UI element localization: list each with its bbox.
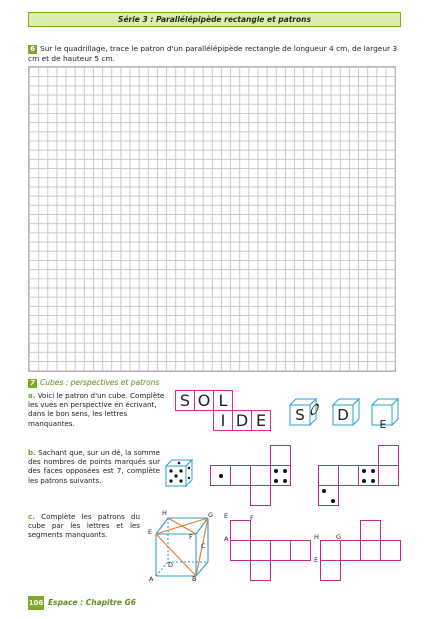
net2-point-h: H — [314, 533, 319, 541]
part-a-label: a. — [28, 391, 36, 400]
part-b-label: b. — [28, 448, 36, 457]
cube-letter-s: S — [295, 406, 305, 424]
net-letter: S — [179, 391, 191, 410]
die-net-2-face[interactable] — [358, 465, 379, 486]
net-face-i — [213, 410, 233, 431]
exercise-6-statement — [28, 44, 408, 64]
die-net-2-face[interactable] — [318, 465, 339, 486]
die-net-2-face[interactable] — [318, 485, 339, 506]
cube-net-2-face[interactable] — [320, 540, 341, 561]
die-net-1-face[interactable] — [250, 465, 271, 486]
point-g: G — [208, 511, 214, 519]
part-b-instruction: Sachant que, sur un dé, la somme des nombres de points marqués sur des faces opposées est 7, complète les patrons suivants. — [28, 448, 160, 485]
part-a-text — [28, 391, 168, 428]
point-b: B — [192, 575, 197, 583]
die-net-2-face[interactable] — [378, 465, 399, 486]
net-letter: D — [235, 411, 249, 430]
point-c: C — [201, 542, 206, 550]
net2-point-g: G — [336, 533, 342, 541]
cube-net-2-face[interactable] — [360, 540, 381, 561]
exercise-7-title-text: Cubes : perspectives et patrons — [40, 378, 160, 387]
net-face-o — [194, 390, 214, 411]
net-face-s — [175, 390, 195, 411]
exercise-6-text: Sur le quadrillage, trace le patron d'un parallélépipède rectangle de longueur 4 cm, de largeur 3 cm et de hauteur 5 cm. — [28, 44, 398, 63]
cube-letter-d: D — [337, 406, 349, 424]
part-c-label: c. — [28, 512, 35, 521]
part-a-instruction: Voici le patron d'un cube. Complète les vues en perspective en écrivant, dans le bon sens, les lettres manquantes. — [28, 391, 165, 428]
net-letter: O — [197, 391, 211, 410]
net1-point-f: F — [250, 514, 254, 522]
net-face-e — [251, 410, 271, 431]
point-a: A — [149, 575, 154, 583]
chapter-title: Espace : Chapitre G6 — [48, 598, 136, 607]
die-net-1-face[interactable] — [270, 445, 291, 466]
net1-point-e: E — [224, 512, 229, 520]
exercise-7-title — [28, 378, 159, 388]
net-letter: E — [255, 411, 267, 430]
drawing-grid[interactable] — [28, 66, 396, 372]
die-net-1-face[interactable] — [270, 465, 291, 486]
die-net-2-face[interactable] — [378, 445, 399, 466]
point-d: D — [168, 561, 174, 569]
exercise-number-6: 6 — [28, 45, 37, 54]
net-face-d — [232, 410, 252, 431]
page-number: 106 — [28, 596, 44, 610]
part-b-text — [28, 448, 160, 485]
net-face-l — [213, 390, 233, 411]
labeled-cube — [146, 510, 218, 586]
cube-net-2-face[interactable] — [360, 520, 381, 541]
cube-net-1-face[interactable] — [230, 540, 251, 561]
point-e: E — [148, 528, 153, 536]
cube-letter-o: O — [310, 398, 320, 421]
die-net-1-face[interactable] — [250, 485, 271, 506]
cube-net-1-face[interactable] — [270, 540, 291, 561]
cube-net-2-face[interactable] — [380, 540, 401, 561]
cube-letter-e: E — [379, 417, 387, 430]
net-letter: L — [218, 391, 228, 410]
part-c-instruction: Complète les patrons du cube par les lettres et les segments manquants. — [28, 512, 141, 540]
cube-net-1-face[interactable] — [250, 540, 271, 561]
net1-point-a: A — [224, 535, 229, 543]
die-net-2-face[interactable] — [338, 465, 359, 486]
cube-net-1-face[interactable] — [230, 520, 251, 541]
cube-net-2-face[interactable] — [340, 540, 361, 561]
cube-net-1-face[interactable] — [290, 540, 311, 561]
point-f: F — [189, 533, 193, 541]
net2-point-e: E — [314, 556, 319, 564]
net-letter: I — [220, 411, 226, 430]
series-header: Série 3 : Parallélépipède rectangle et patrons — [28, 12, 401, 27]
exercise-number-7: 7 — [28, 379, 37, 388]
die-illustration — [164, 458, 194, 490]
part-c-text — [28, 512, 140, 540]
cube-net-1-face[interactable] — [250, 560, 271, 581]
cube-net-2-face[interactable] — [320, 560, 341, 581]
die-net-1-face[interactable] — [210, 465, 231, 486]
die-net-1-face[interactable] — [230, 465, 251, 486]
point-h: H — [162, 509, 167, 517]
